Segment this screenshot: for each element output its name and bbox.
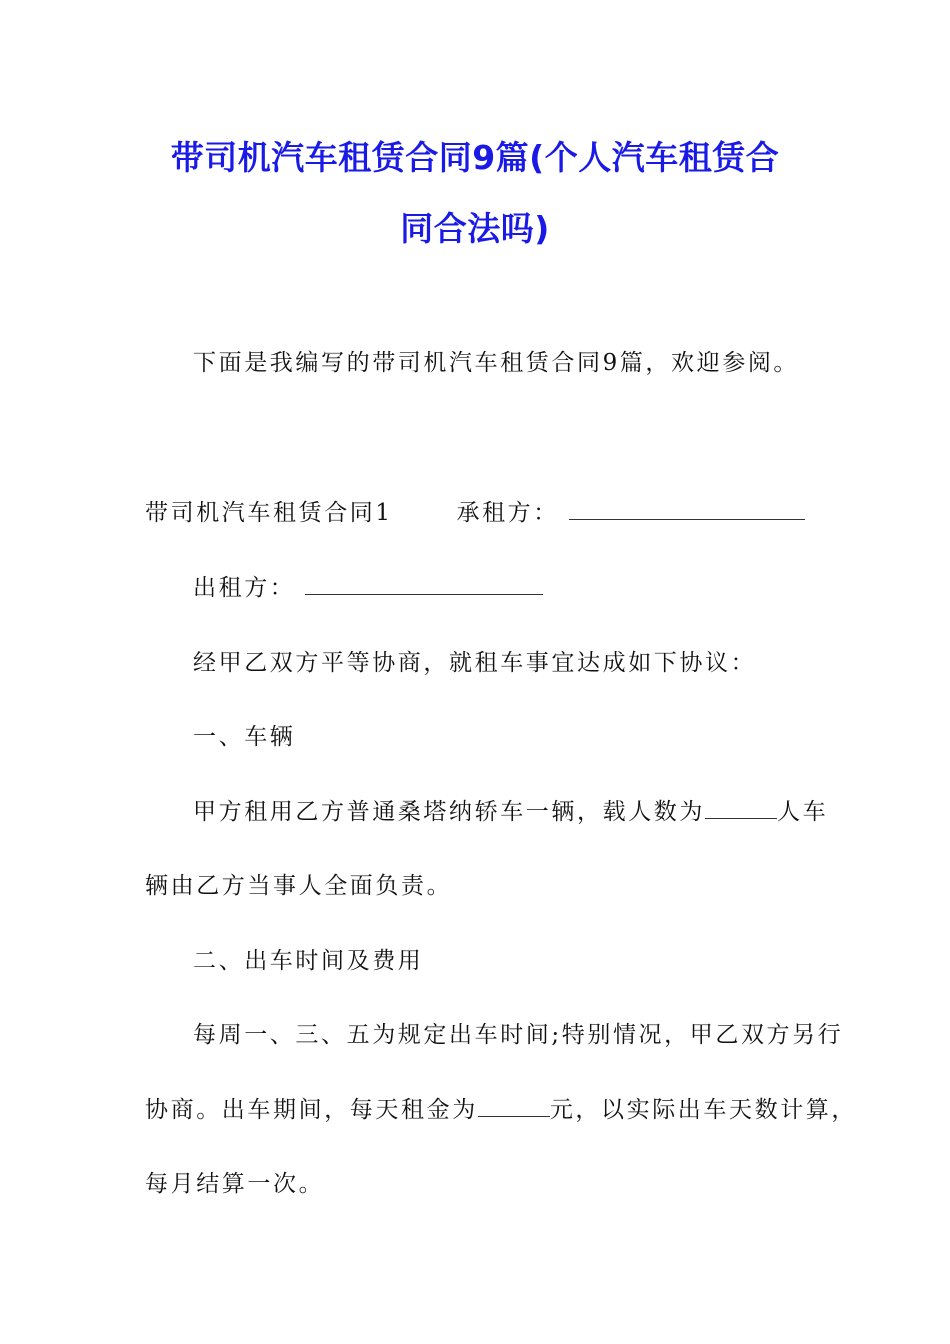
section-2-text-b: 协商。出车期间，每天租金为 xyxy=(145,1097,478,1123)
section-2-paragraph-line-3: 每月结算一次。 xyxy=(145,1171,325,1197)
document-title-line-2: 同合法吗) xyxy=(400,209,550,248)
section-1-text-a: 甲方租用乙方普通桑塔纳轿车一辆，载人数为 xyxy=(193,799,705,825)
section-2-text-c: 元，以实际出车天数计算， xyxy=(549,1097,858,1123)
passenger-count-blank xyxy=(705,798,777,819)
contract-heading: 带司机汽车租赁合同1 xyxy=(145,500,393,526)
section-1-paragraph-line-1 xyxy=(193,793,828,826)
lessee-label: 承租方： xyxy=(456,500,559,526)
section-2-title: 二、出车时间及费用 xyxy=(193,948,424,974)
daily-rent-blank xyxy=(478,1096,550,1117)
intro-paragraph: 下面是我编写的带司机汽车租赁合同9篇，欢迎参阅。 xyxy=(193,350,800,376)
lessor-blank xyxy=(305,574,543,595)
section-1-paragraph-line-2: 辆由乙方当事人全面负责。 xyxy=(145,873,453,899)
agreement-intro: 经甲乙双方平等协商，就租车事宜达成如下协议： xyxy=(193,650,757,676)
section-2-paragraph-line-2 xyxy=(145,1091,857,1124)
contract-heading-row xyxy=(145,494,805,527)
lessee-blank xyxy=(569,499,805,520)
section-1-title: 一、车辆 xyxy=(193,724,296,750)
lessor-row xyxy=(193,569,543,602)
section-1-text-b: 人车 xyxy=(777,799,829,825)
document-title-line-1: 带司机汽车租赁合同9篇(个人汽车租赁合 xyxy=(170,138,780,177)
lessor-label: 出租方： xyxy=(193,575,296,601)
section-2-paragraph-line-1: 每周一、三、五为规定出车时间;特别情况，甲乙双方另行 xyxy=(193,1022,844,1048)
